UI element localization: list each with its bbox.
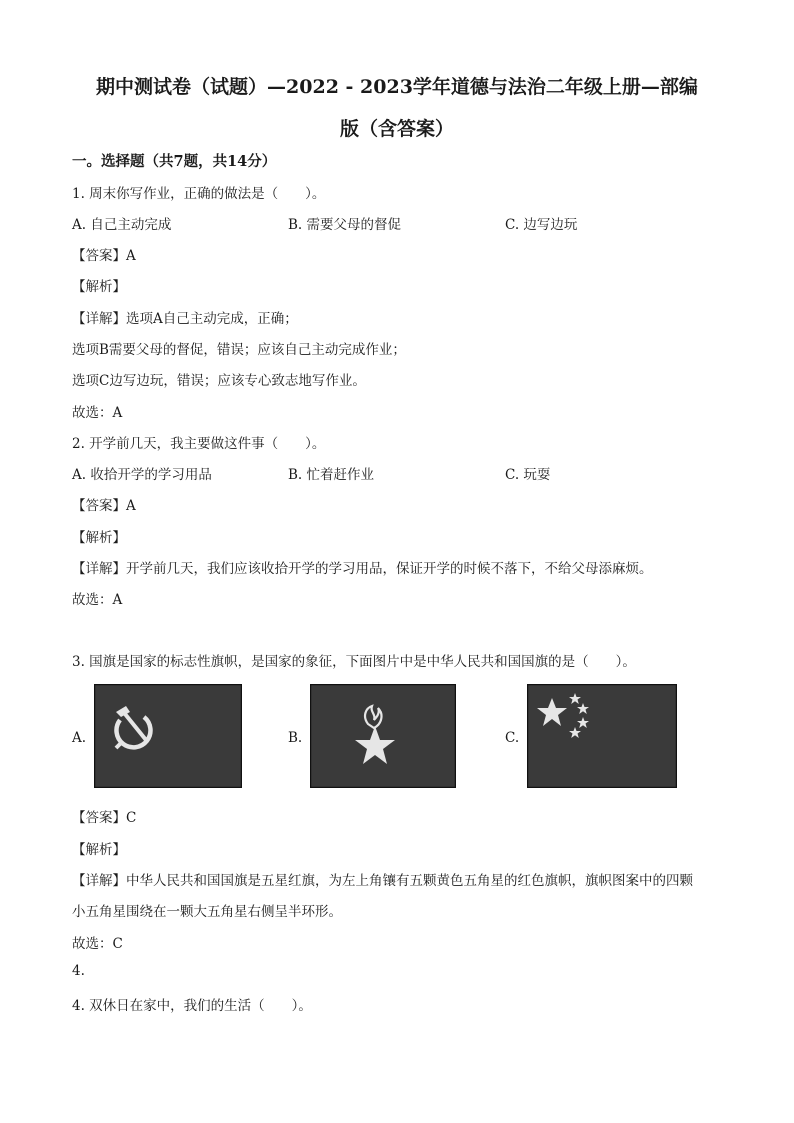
q3-option-c-image xyxy=(527,684,677,788)
party-flag-icon xyxy=(94,684,242,788)
flag-c-field xyxy=(528,685,677,788)
q1-detail-2: 选项B需要父母的督促，错误；应该自己主动完成作业； xyxy=(72,342,406,358)
q3-stem: 3. 国旗是国家的标志性旗帜，是国家的象征，下面图片中是中华人民共和国国旗的是（ ）。 xyxy=(72,654,636,670)
document-title xyxy=(60,66,734,150)
q3-option-a-letter: A. xyxy=(72,730,87,746)
q3-option-c-letter: C. xyxy=(505,730,520,746)
section-heading: 一。选择题（共7题，共14分） xyxy=(72,153,277,170)
q1-analysis: 【解析】 xyxy=(72,279,126,295)
title-line-1: 期中测试卷（试题）—2022 - 2023学年道德与法治二年级上册—部编 xyxy=(96,76,698,98)
q4-number: 4. xyxy=(72,963,85,979)
q2-option-a: A. 收拾开学的学习用品 xyxy=(72,467,212,483)
q1-answer: 【答案】A xyxy=(72,248,136,264)
q1-detail-1: 【详解】选项A自己主动完成，正确； xyxy=(72,311,298,327)
five-star-flag-icon xyxy=(527,684,677,788)
q1-detail-3: 选项C边写边玩，错误；应该专心致志地写作业。 xyxy=(72,373,366,389)
q2-answer: 【答案】A xyxy=(72,498,136,514)
q2-analysis: 【解析】 xyxy=(72,530,126,546)
q3-option-b-image xyxy=(310,684,456,788)
q2-stem: 2. 开学前几天，我主要做这件事（ ）。 xyxy=(72,436,326,452)
q3-analysis: 【解析】 xyxy=(72,842,126,858)
q1-stem: 1. 周末你写作业，正确的做法是（ ）。 xyxy=(72,186,326,202)
q3-answer: 【答案】C xyxy=(72,810,137,826)
q1-option-a: A. 自己主动完成 xyxy=(72,217,172,233)
q2-option-c: C. 玩耍 xyxy=(505,467,551,483)
q1-choice: 故选：A xyxy=(72,405,123,421)
q2-detail: 【详解】开学前几天，我们应该收拾开学的学习用品，保证开学的时候不落下，不给父母添麻烦。 xyxy=(72,561,653,577)
q3-detail-1: 【详解】中华人民共和国国旗是五星红旗，为左上角镶有五颗黄色五角星的红色旗帜，旗帜图案中的四颗 xyxy=(72,873,693,889)
q3-option-b-letter: B. xyxy=(288,730,303,746)
flag-b-field xyxy=(311,685,456,788)
title-line-2: 版（含答案） xyxy=(339,118,454,140)
q3-option-a-image xyxy=(94,684,242,788)
q3-detail-2: 小五角星围绕在一颗大五角星右侧呈半环形。 xyxy=(72,904,342,920)
q1-option-c: C. 边写边玩 xyxy=(505,217,578,233)
q1-option-b: B. 需要父母的督促 xyxy=(288,217,402,233)
q3-choice: 故选：C xyxy=(72,936,123,952)
q4-stem: 4. 双休日在家中，我们的生活（ ）。 xyxy=(72,998,312,1014)
q2-choice: 故选：A xyxy=(72,592,123,608)
q2-option-b: B. 忙着赶作业 xyxy=(288,467,375,483)
pioneer-flag-icon xyxy=(310,684,456,788)
